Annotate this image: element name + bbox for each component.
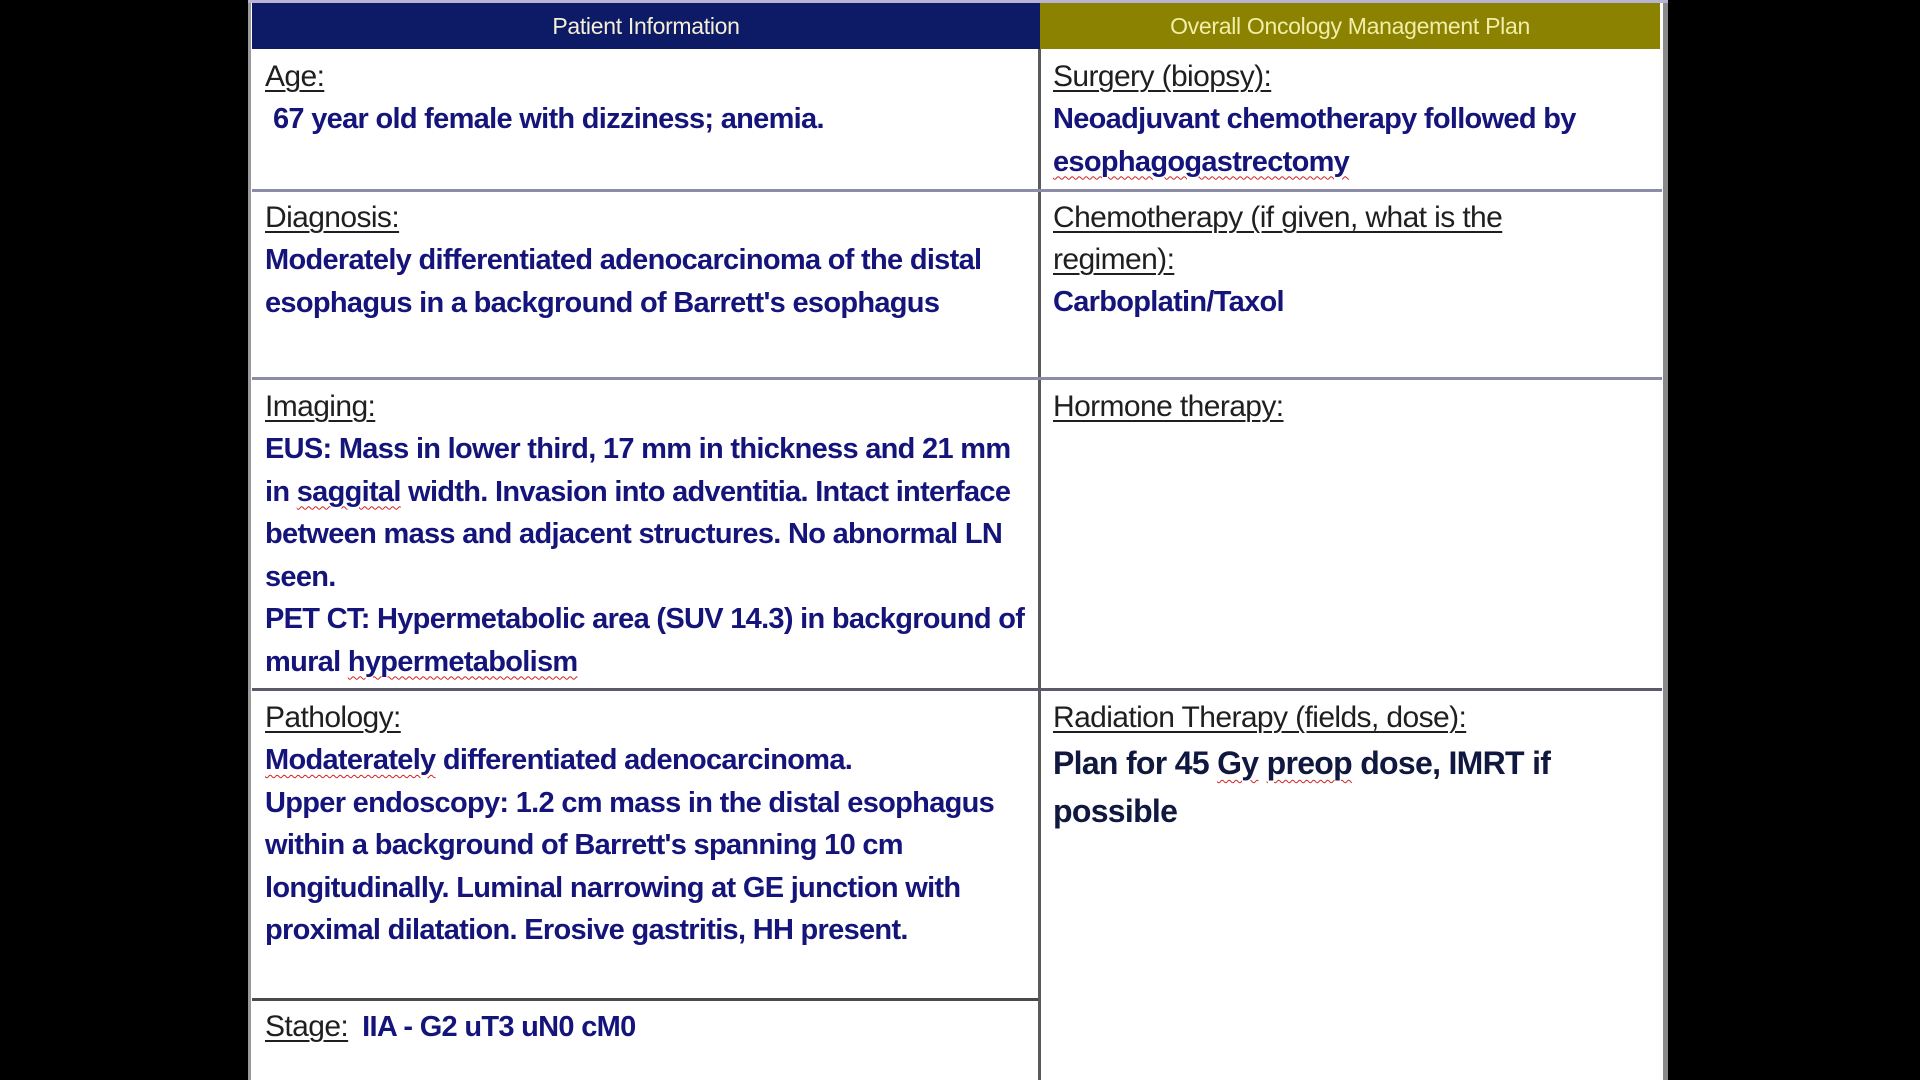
pathology-value-line1 <box>265 739 1030 782</box>
chemotherapy-label: Chemotherapy (if given, what is the regimen): <box>1053 201 1503 276</box>
eus-text-suffix: width. Invasion into adventitia. Intact interface between mass and adjacent structures. No abnormal LN seen. <box>265 475 1011 593</box>
diagnosis-value: Moderately differentiated adenocarcinoma of the distal esophagus in a background of Barrett's esophagus <box>265 244 982 319</box>
radiation-text-suffix: dose, IMRT if possible <box>1053 745 1551 829</box>
radiation-space <box>1258 745 1266 781</box>
imaging-eus-value <box>265 428 1030 598</box>
surgery-text: Neoadjuvant chemotherapy followed by <box>1053 103 1576 135</box>
surgery-misspelled-word: esophagogastrectomy <box>1053 145 1350 178</box>
surgery-value <box>1053 98 1653 183</box>
age-cell <box>265 56 1030 141</box>
pathology-line1-text: differentiated adenocarcinoma. <box>435 744 853 776</box>
surgery-label: Surgery (biopsy): <box>1053 60 1272 93</box>
hormone-therapy-cell <box>1053 386 1653 428</box>
radiation-therapy-cell <box>1053 697 1653 835</box>
oncology-slide <box>248 0 1668 1080</box>
pathology-cell <box>265 697 1030 952</box>
radiation-therapy-value <box>1053 739 1653 835</box>
patient-information-header-label: Patient Information <box>552 12 740 39</box>
pathology-label: Pathology: <box>265 701 401 734</box>
chemotherapy-cell <box>1053 197 1613 324</box>
column-divider <box>1038 49 1041 1080</box>
pathology-misspelled-word: Modaterately <box>265 744 436 776</box>
imaging-pet-value <box>265 598 1030 683</box>
stage-row <box>265 1006 1030 1048</box>
diagnosis-label: Diagnosis: <box>265 201 400 234</box>
pet-text: PET CT: Hypermetabolic area (SUV 14.3) in background of mural <box>265 603 1025 678</box>
chemotherapy-value: Carboplatin/Taxol <box>1053 286 1284 318</box>
patient-information-header <box>252 3 1040 49</box>
radiation-misspelled-word: preop <box>1266 745 1353 781</box>
row-divider <box>252 998 1038 1001</box>
row-divider <box>252 688 1662 691</box>
surgery-cell <box>1053 56 1653 183</box>
age-value: 67 year old female with dizziness; anemia. <box>273 103 824 135</box>
imaging-label: Imaging: <box>265 390 376 423</box>
radiation-text: Plan for 45 <box>1053 745 1218 781</box>
stage-label: Stage: <box>265 1010 349 1043</box>
pet-misspelled-word: hypermetabolism <box>347 645 578 678</box>
radiation-therapy-label: Radiation Therapy (fields, dose): <box>1053 701 1467 734</box>
imaging-cell <box>265 386 1030 683</box>
pathology-value: Upper endoscopy: 1.2 cm mass in the distal esophagus within a background of Barrett's spanning 10 cm longitudinally. Luminal narrowing at GE junction with proximal dilatation. Erosive gastritis, HH present. <box>265 786 995 946</box>
hormone-therapy-label: Hormone therapy: <box>1053 390 1284 423</box>
age-label: Age: <box>265 60 325 93</box>
management-plan-header-label: Overall Oncology Management Plan <box>1170 12 1530 39</box>
row-divider <box>252 189 1662 192</box>
stage-cell <box>265 1006 1030 1048</box>
diagnosis-cell <box>265 197 1030 324</box>
radiation-misspelled-word: Gy <box>1217 745 1259 781</box>
management-plan-header <box>1040 3 1660 49</box>
eus-misspelled-word: saggital <box>296 475 401 508</box>
stage-value: IIA - G2 uT3 uN0 cM0 <box>362 1011 636 1043</box>
eus-text: EUS: Mass in lower third, 17 mm in thickness and 21 mm in <box>265 433 1011 508</box>
row-divider <box>252 377 1662 380</box>
